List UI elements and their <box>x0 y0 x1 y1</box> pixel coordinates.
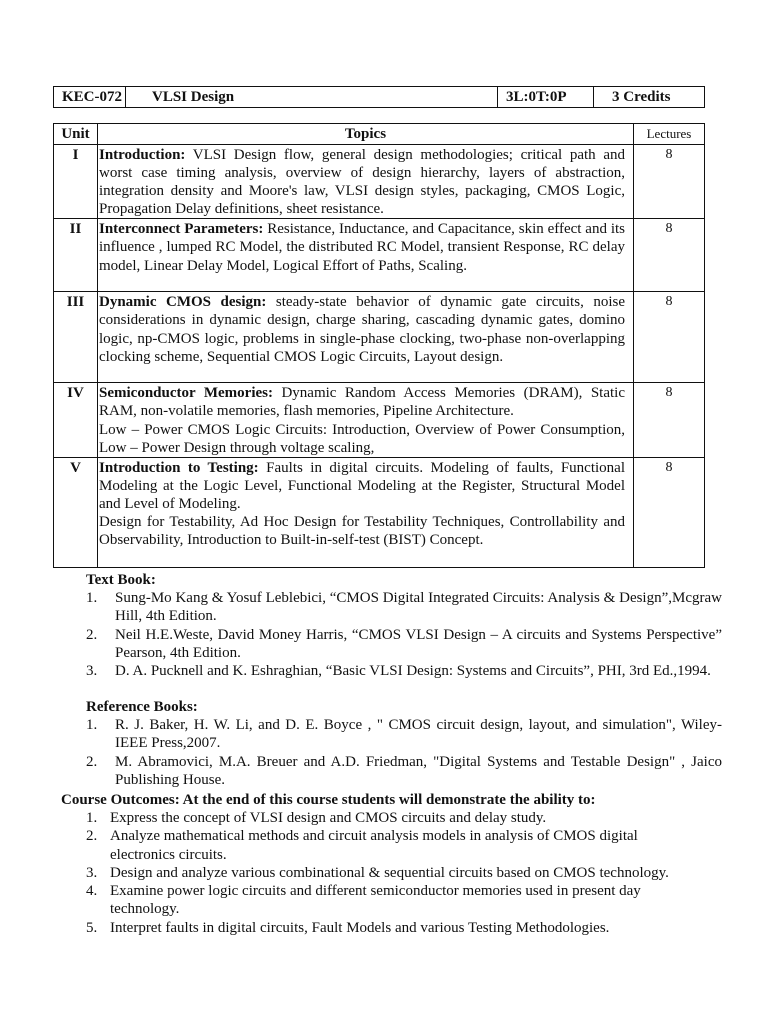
table-row <box>54 219 705 292</box>
table-row <box>54 383 705 457</box>
list-item: 2. M. Abramovici, M.A. Breuer and A.D. Friedman, "Digital Systems and Testable Design" , Jaico Publishing House. <box>86 753 722 788</box>
text-book-section <box>0 571 768 680</box>
course-outcomes-list <box>0 809 768 937</box>
lecture-count: 8 <box>634 292 705 383</box>
topic-cell <box>98 383 634 457</box>
column-header-lectures: Lectures <box>634 124 705 145</box>
list-item: 1. R. J. Baker, H. W. Li, and D. E. Boyce , " CMOS circuit design, layout, and simulation", Wiley-IEEE Press,2007. <box>86 717 722 752</box>
text-book-list <box>0 589 768 680</box>
course-outcomes-section <box>0 791 768 937</box>
topic-heading: Semiconductor Memories: <box>99 385 273 402</box>
list-item: 3. D. A. Pucknell and K. Eshraghian, “Basic VLSI Design: Systems and Circuits”, PHI, 3rd Ed.,1994. <box>86 663 711 680</box>
unit-number: I <box>54 145 98 219</box>
topic-heading: Introduction: <box>99 147 186 163</box>
topic-cell <box>98 457 634 567</box>
list-item: 5. Interpret faults in digital circuits, Fault Models and various Testing Methodologies. <box>86 919 610 936</box>
topic-heading: Introduction to Testing: <box>99 459 259 476</box>
topics-table-header <box>54 124 705 145</box>
topic-text: Resistance, Inductance, and Capacitance, skin effect and its influence , lumped RC Model, the distributed RC Model, transient Response, RC delay model, Linear Delay Model, Logical Effort of Paths, Scaling. <box>99 221 625 274</box>
topic-heading: Dynamic CMOS design: <box>99 294 267 311</box>
list-item: 2. Neil H.E.Weste, David Money Harris, “CMOS VLSI Design – A circuits and Systems Perspective” Pearson, 4th Edition. <box>86 626 722 661</box>
column-header-topics: Topics <box>98 124 634 145</box>
lecture-count: 8 <box>634 145 705 219</box>
topic-text: steady-state behavior of dynamic gate circuits, noise considerations in dynamic design, charge sharing, cascading dynamic gates, domino logic, np-CMOS logic, problems in single-phase clocking, two-phase non-overlapping clocking scheme, Sequential CMOS Logic Circuits, Layout design. <box>99 294 625 365</box>
course-title: VLSI Design <box>126 87 498 108</box>
topic-text-extra: Design for Testability, Ad Hoc Design for Testability Techniques, Controllability and Observability, Introduction to Built-in-self-test (BIST) Concept. <box>99 514 625 549</box>
reference-books-title: Reference Books: <box>86 699 198 715</box>
unit-number: II <box>54 219 98 292</box>
lecture-count: 8 <box>634 457 705 567</box>
course-credits: 3 Credits <box>594 87 705 108</box>
list-item: 1. Sung-Mo Kang & Yosuf Leblebici, “CMOS Digital Integrated Circuits: Analysis & Design”,Mcgraw Hill, 4th Edition. <box>86 590 722 625</box>
topic-text: Dynamic Random Access Memories (DRAM), Static RAM, non-volatile memories, flash memories, Pipeline Architecture. <box>99 385 625 420</box>
unit-number: V <box>54 457 98 567</box>
topic-cell <box>98 145 634 219</box>
topics-table <box>53 123 705 568</box>
list-item: 2. Analyze mathematical methods and circuit analysis models in analysis of CMOS digital electronics circuits. <box>86 828 638 863</box>
course-code: KEC-072 <box>54 87 126 108</box>
topic-cell <box>98 219 634 292</box>
course-outcomes-title: Course Outcomes: At the end of this course students will demonstrate the ability to: <box>61 792 596 808</box>
course-ltp: 3L:0T:0P <box>498 87 594 108</box>
topic-text: Faults in digital circuits. Modeling of faults, Functional Modeling at the Logic Level, Functional Modeling at the Register, Structural Model and Level of Modeling. <box>99 459 625 512</box>
unit-number: III <box>54 292 98 383</box>
topic-cell <box>98 292 634 383</box>
table-row <box>54 292 705 383</box>
topic-text-extra: Low – Power CMOS Logic Circuits: Introduction, Overview of Power Consumption, Low – Power Design through voltage scaling, <box>99 421 625 456</box>
list-item: 1. Express the concept of VLSI design and CMOS circuits and delay study. <box>86 810 547 826</box>
unit-number: IV <box>54 383 98 457</box>
topic-text: VLSI Design flow, general design methodologies; critical path and worst case timing analysis, overview of design hierarchy, layers of abstraction, integration density and Moore's law, VLSI design styles, packaging, CMOS Logic, Propagation Delay definitions, sheet resistance. <box>99 147 625 218</box>
reference-books-section <box>0 698 768 789</box>
lecture-count: 8 <box>634 219 705 292</box>
table-row <box>54 457 705 567</box>
text-book-title: Text Book: <box>86 572 156 588</box>
table-row <box>54 145 705 219</box>
topic-heading: Interconnect Parameters: <box>99 221 264 238</box>
list-item: 4. Examine power logic circuits and different semiconductor memories used in present day technology. <box>86 883 641 918</box>
lecture-count: 8 <box>634 383 705 457</box>
course-header-table <box>53 86 705 108</box>
list-item: 3. Design and analyze various combinational & sequential circuits based on CMOS technology. <box>86 864 669 881</box>
reference-books-list <box>0 716 768 789</box>
column-header-unit: Unit <box>54 124 98 145</box>
